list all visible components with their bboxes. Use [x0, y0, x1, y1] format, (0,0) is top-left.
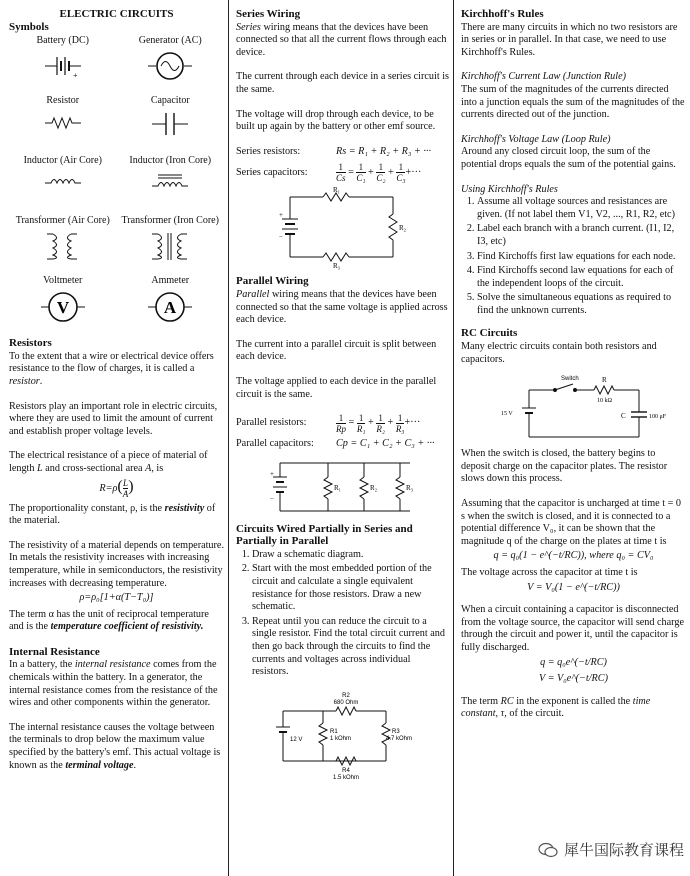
capacitor-icon [150, 111, 190, 137]
kirchhoff-heading: Kirchhoff's Rules [461, 8, 544, 20]
parallel-heading: Parallel Wiring [236, 275, 309, 288]
resistors-paragraph-2: Resistors play an important role in electric circuits, where they are used to limit the amount of current and establish proper voltage levels. [9, 400, 218, 437]
symbols-grid [9, 35, 224, 329]
svg-text:R₁: R₁ [333, 483, 341, 492]
transformer-iron-icon [150, 231, 190, 261]
rc-paragraph-4: The voltage across the capacitor at time t is [461, 567, 638, 578]
voltage-law-text: Around any closed circuit loop, the sum of the potential drops equals the sum of the potential gains. [461, 146, 676, 170]
svg-text:A: A [164, 297, 177, 317]
wechat-icon [538, 842, 558, 858]
partial-steps-list [236, 549, 449, 679]
list-item: 5. Solve the simultaneous equations as required to find the unknown currents. [477, 292, 686, 317]
svg-text:C: C [620, 412, 626, 421]
list-item: 1. Draw a schematic diagram. [252, 549, 449, 562]
column-3 [454, 0, 690, 876]
svg-text:R₂: R₂ [369, 483, 377, 492]
svg-text:R3: R3 [391, 728, 400, 735]
svg-text:4.7 kOhm: 4.7 kOhm [385, 735, 412, 742]
symbol-inductor-air: Inductor (Air Core) [9, 155, 117, 209]
inductor-iron-icon [150, 171, 190, 191]
svg-text:V: V [56, 297, 69, 317]
rc-paragraph-5: When a circuit containing a capacitor is disconnected from the voltage source, the capacitor will send charge through the circuit and power it, until the capacitor is fully discharged. [461, 604, 685, 653]
svg-text:R1: R1 [329, 728, 338, 735]
parallel-paragraph-3: The voltage applied to each device in the parallel circuit is the same. [236, 375, 437, 400]
svg-text:+: + [278, 211, 283, 220]
series-capacitors-row: Series capacitors: $\frac{1}{Cs}$ = $\frac{1}{\text{C₁}}$ + $\frac{1}{\text{C₂}}$ + $\frac{1}{\text{C₃}}$ +··· [236, 162, 422, 184]
internal-paragraph-1: In a battery, the internal resistance comes from the chemicals within the battery. In a generator, the internal resistance comes from the resistance of the wires and other components within the generator. [9, 659, 218, 709]
svg-text:−: − [269, 494, 274, 503]
watermark-text: 犀牛国际教育课程 [563, 841, 684, 859]
ammeter-icon [148, 291, 192, 323]
series-resistors-row: Series resistors: Rs = R₁ + R₂ + R₃ + ··· [236, 145, 431, 157]
svg-text:680 Ohm: 680 Ohm [333, 699, 358, 706]
svg-text:R2: R2 [341, 692, 350, 699]
rc-paragraph-3: Assuming that the capacitor is uncharged at time t = 0 s when the switch is closed, and it is connected to a potential difference V₀, it can be shown that the magnitude q of the charge on the plates at time t is [461, 498, 682, 547]
list-item: 1. Assume all voltage sources and resistances are given. (If not label them V1, V2, ..., R1, R2, etc) [477, 196, 686, 221]
resistance-equation: R=ρ( $\frac{L}{A}$ ) [99, 477, 134, 499]
series-paragraph-3: The voltage will drop through each device, to be built up again by the battery or other emf source. [236, 108, 436, 133]
symbol-voltmeter: Voltmeter V [9, 275, 117, 329]
resistors-paragraph-3: The electrical resistance of a piece of material of length L and cross-sectional area A, is [9, 450, 208, 474]
column-2 [229, 0, 454, 876]
current-law-text: The sum of the magnitudes of the currents directed into a junction equals the sum of the magnitudes of the currents directed out of the junction. [461, 83, 685, 121]
parallel-paragraph-2: The current into a parallel circuit is split between each device. [236, 338, 437, 363]
symbol-ammeter: Ammeter A [117, 275, 225, 329]
rc-discharge-charge-equation: q = q₀e^(−t/RC) [540, 656, 607, 668]
current-law-title: Kirchhoff's Current Law (Junction Rule) [461, 71, 626, 83]
symbol-transformer-iron: Transformer (Iron Core) [117, 215, 225, 269]
parallel-resistors-row: Parallel resistors: $\frac{1}{Rp}$ = $\frac{1}{\text{R₁}}$ + $\frac{1}{\text{R₂}}$ + $\frac{1}{\text{R₃}}$ +··· [236, 413, 421, 435]
svg-text:1.5 kOhm: 1.5 kOhm [332, 774, 359, 781]
resistors-paragraph-6: The term α has the unit of reciprocal temperature and is the temperature coefficient of resistivity. [9, 608, 209, 633]
parallel-paragraph-1: Parallel wiring means that the devices have been connected so that the same voltage is applied across each device. [236, 288, 448, 326]
partial-heading: Circuits Wired Partially in Series and Partially in Parallel [236, 522, 413, 548]
rc-paragraph-1: Many electric circuits contain both resistors and capacitors. [461, 341, 657, 365]
series-paragraph-2: The current through each device in a series circuit is the same. [236, 71, 449, 95]
svg-text:Switch: Switch [560, 376, 579, 383]
generator-icon [148, 51, 192, 81]
list-item: 4. Find Kirchoffs second law equations for each of the independent loops of the circuit. [477, 265, 686, 290]
using-rules-list [461, 196, 686, 317]
internal-resistance-heading: Internal Resistance [9, 645, 100, 658]
svg-text:10 kΩ: 10 kΩ [596, 398, 612, 405]
list-item: 2. Start with the most embedded portion of the circuit and calculate a single equivalent resistance for those resistors. Draw a new schematic. [252, 563, 449, 613]
rc-discharge-voltage-equation: V = V₀e^(−t/RC) [539, 673, 608, 685]
symbol-transformer-air: Transformer (Air Core) [9, 215, 117, 269]
series-paragraph-1: Series wiring means that the devices have been connected so that all the current flows through each device. [236, 21, 447, 58]
svg-text:R4: R4 [341, 767, 350, 774]
svg-text:R₃: R₃ [405, 483, 413, 492]
list-item: 3. Repeat until you can reduce the circuit to a single resistor. Find the total circuit current and then go back through the circuits to find the currents and voltages across individual resistors. [252, 616, 449, 679]
voltmeter-icon [41, 291, 85, 323]
column-1 [0, 0, 229, 876]
resistors-paragraph-4: The proportionality constant, ρ, is the resistivity of the material. [9, 502, 216, 527]
symbol-resistor: Resistor [9, 95, 117, 149]
voltage-law-title: Kirchhoff's Voltage Law (Loop Rule) [461, 133, 611, 145]
mixed-circuit-diagram [268, 689, 418, 779]
symbol-generator: Generator (AC) [117, 35, 225, 89]
resistors-paragraph-5: The resistivity of a material depends on temperature. In metals the resistivity increases with increasing temperature, while in semiconductors, the resistivity increases with decreasing temperature. [9, 539, 224, 589]
svg-text:+: + [72, 70, 78, 80]
resistors-heading: Resistors [9, 337, 52, 350]
parallel-circuit-diagram [268, 457, 418, 517]
svg-text:15 V: 15 V [500, 411, 513, 418]
series-heading: Series Wiring [236, 8, 301, 20]
parallel-capacitors-row: Parallel capacitors: Cp = C₁ + C₂ + C₃ + ··· [236, 438, 435, 450]
symbol-inductor-iron: Inductor (Iron Core) [117, 155, 225, 209]
inductor-air-icon [43, 171, 83, 191]
svg-text:R₂: R₂ [398, 224, 406, 233]
svg-text:R: R [601, 376, 607, 385]
svg-text:+: + [269, 469, 274, 478]
using-rules-title: Using Kirchhoff's Rules [461, 183, 558, 195]
rc-heading: RC Circuits [461, 327, 518, 340]
series-circuit-diagram [278, 186, 408, 271]
svg-text:12 V: 12 V [289, 736, 302, 743]
resistors-paragraph-1: To the extent that a wire or electrical device offers resistance to the flow of charges, it is called a resistor. [9, 350, 214, 387]
resistivity-equation: ρ=ρ₀[1+α(T−T₀)] [79, 592, 154, 604]
svg-text:−: − [278, 233, 283, 242]
transformer-air-icon [43, 231, 83, 261]
rc-charge-equation: q = q₀(1 − e^(−t/RC)), where q₀ = CV₀ [493, 550, 654, 562]
svg-text:R₃: R₃ [332, 262, 340, 271]
symbol-capacitor: Capacitor [117, 95, 225, 149]
internal-paragraph-2: The internal resistance causes the voltage between the terminals to drop below the maximum value specified by the battery's emf. This actual voltage is known as the terminal voltage. [9, 721, 221, 771]
svg-text:R₁: R₁ [332, 186, 340, 195]
kirchhoff-paragraph-1: There are many circuits in which no two resistors are in series or in parallel. In that case, we need to use Kirchhoff's Rules. [461, 21, 678, 58]
list-item: 2. Label each branch with a branch current. (I1, I2, I3, etc) [477, 223, 686, 248]
symbols-heading: Symbols [9, 20, 49, 33]
watermark [538, 839, 684, 860]
list-item: 3. Find Kirchoffs first law equations for each node. [477, 251, 686, 264]
resistor-icon [43, 111, 83, 135]
rc-voltage-equation: V = V₀(1 − e^(−t/RC)) [527, 581, 620, 593]
symbol-battery: Battery (DC) + [36, 35, 89, 80]
rc-paragraph-6: The term RC in the exponent is called the time constant, τ, of the circuit. [461, 695, 651, 720]
svg-text:100 μF: 100 μF [648, 414, 666, 421]
svg-text:1 kOhm: 1 kOhm [329, 735, 351, 742]
rc-circuit-diagram [489, 372, 666, 442]
rc-paragraph-2: When the switch is closed, the battery begins to deposit charge on the capacitor plates. The resistor slows down this process. [461, 448, 668, 485]
page-title: ELECTRIC CIRCUITS [59, 8, 174, 20]
battery-icon [43, 51, 83, 81]
